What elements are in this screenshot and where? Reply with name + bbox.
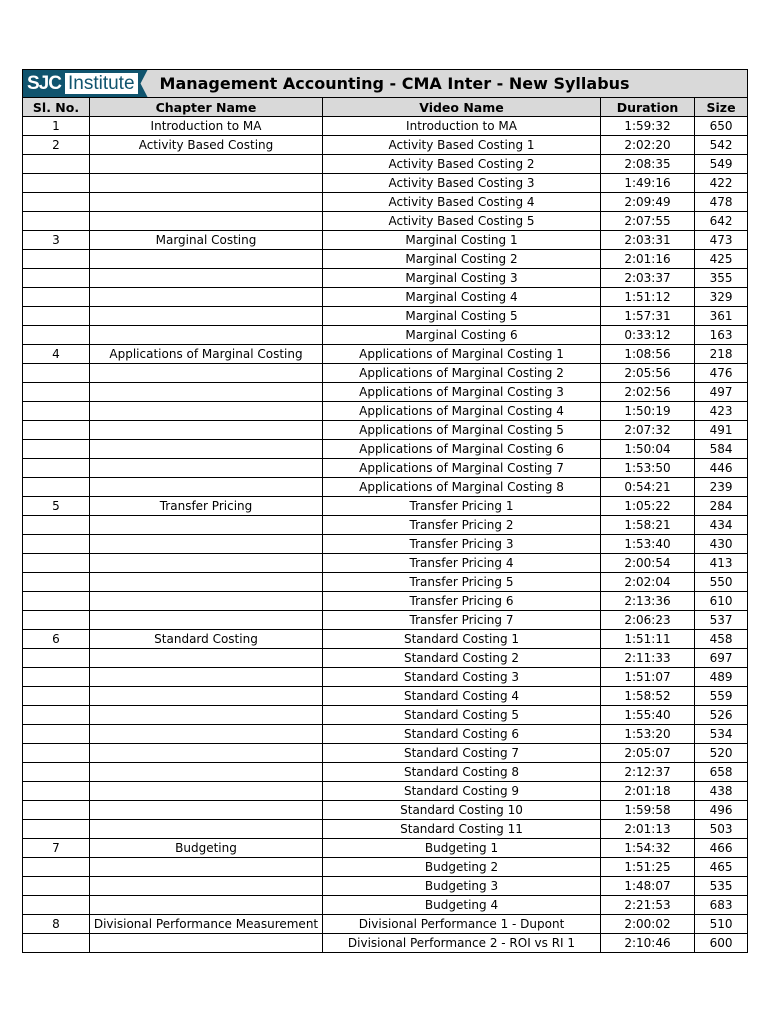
size-cell: 496: [695, 801, 748, 820]
chapter-name-cell: Transfer Pricing: [90, 497, 323, 516]
table-row: [23, 307, 748, 326]
sl-no-cell: [23, 668, 90, 687]
duration-cell: 2:07:32: [601, 421, 695, 440]
sl-no-cell: [23, 535, 90, 554]
sl-no-cell: [23, 516, 90, 535]
chapter-name-cell: [90, 554, 323, 573]
sjc-institute-logo: [23, 70, 148, 97]
sl-no-cell: 7: [23, 839, 90, 858]
column-header-size: Size: [695, 98, 748, 117]
duration-cell: 1:55:40: [601, 706, 695, 725]
video-name-cell: Marginal Costing 4: [323, 288, 601, 307]
table-row: [23, 687, 748, 706]
table-row: [23, 915, 748, 934]
chapter-name-cell: [90, 763, 323, 782]
duration-cell: 2:09:49: [601, 193, 695, 212]
sl-no-cell: 2: [23, 136, 90, 155]
size-cell: 600: [695, 934, 748, 953]
video-name-cell: Marginal Costing 6: [323, 326, 601, 345]
duration-cell: 1:54:32: [601, 839, 695, 858]
chapter-name-cell: [90, 706, 323, 725]
duration-cell: 2:10:46: [601, 934, 695, 953]
logo-sjc-text: SJC: [23, 70, 65, 97]
table-row: [23, 535, 748, 554]
sl-no-cell: [23, 440, 90, 459]
table-row: [23, 763, 748, 782]
duration-cell: 2:01:13: [601, 820, 695, 839]
duration-cell: 1:49:16: [601, 174, 695, 193]
chapter-name-cell: [90, 687, 323, 706]
duration-cell: 1:48:07: [601, 877, 695, 896]
duration-cell: 2:07:55: [601, 212, 695, 231]
table-row: [23, 478, 748, 497]
size-cell: 537: [695, 611, 748, 630]
chapter-name-cell: [90, 364, 323, 383]
duration-cell: 0:54:21: [601, 478, 695, 497]
sl-no-cell: [23, 611, 90, 630]
chapter-name-cell: [90, 269, 323, 288]
video-name-cell: Marginal Costing 5: [323, 307, 601, 326]
duration-cell: 2:03:31: [601, 231, 695, 250]
sl-no-cell: [23, 402, 90, 421]
size-cell: 361: [695, 307, 748, 326]
table-row: [23, 421, 748, 440]
duration-cell: 2:12:37: [601, 763, 695, 782]
table-row: [23, 877, 748, 896]
chapter-name-cell: Budgeting: [90, 839, 323, 858]
table-row: [23, 364, 748, 383]
video-name-cell: Standard Costing 11: [323, 820, 601, 839]
size-cell: 413: [695, 554, 748, 573]
size-cell: 355: [695, 269, 748, 288]
video-name-cell: Marginal Costing 3: [323, 269, 601, 288]
size-cell: 584: [695, 440, 748, 459]
chapter-name-cell: [90, 934, 323, 953]
duration-cell: 2:00:02: [601, 915, 695, 934]
sl-no-cell: 4: [23, 345, 90, 364]
table-row: [23, 782, 748, 801]
duration-cell: 1:53:20: [601, 725, 695, 744]
duration-cell: 1:59:32: [601, 117, 695, 136]
video-name-cell: Standard Costing 3: [323, 668, 601, 687]
chapter-name-cell: [90, 326, 323, 345]
size-cell: 642: [695, 212, 748, 231]
video-name-cell: Standard Costing 9: [323, 782, 601, 801]
video-name-cell: Transfer Pricing 3: [323, 535, 601, 554]
video-name-cell: Activity Based Costing 1: [323, 136, 601, 155]
chapter-name-cell: Activity Based Costing: [90, 136, 323, 155]
chapter-name-cell: [90, 725, 323, 744]
size-cell: 465: [695, 858, 748, 877]
sl-no-cell: 6: [23, 630, 90, 649]
size-cell: 610: [695, 592, 748, 611]
table-row: [23, 345, 748, 364]
table-row: [23, 592, 748, 611]
size-cell: 559: [695, 687, 748, 706]
size-cell: 550: [695, 573, 748, 592]
duration-cell: 2:05:07: [601, 744, 695, 763]
sl-no-cell: [23, 307, 90, 326]
chapter-name-cell: [90, 877, 323, 896]
duration-cell: 0:33:12: [601, 326, 695, 345]
duration-cell: 2:03:37: [601, 269, 695, 288]
duration-cell: 2:05:56: [601, 364, 695, 383]
sl-no-cell: 8: [23, 915, 90, 934]
video-name-cell: Activity Based Costing 2: [323, 155, 601, 174]
chapter-name-cell: [90, 193, 323, 212]
table-row: [23, 801, 748, 820]
sl-no-cell: [23, 934, 90, 953]
sl-no-cell: 5: [23, 497, 90, 516]
sl-no-cell: [23, 459, 90, 478]
video-name-cell: Standard Costing 10: [323, 801, 601, 820]
logo-swoosh-icon: [138, 70, 148, 97]
chapter-name-cell: [90, 820, 323, 839]
video-name-cell: Standard Costing 6: [323, 725, 601, 744]
sl-no-cell: [23, 193, 90, 212]
size-cell: 535: [695, 877, 748, 896]
sl-no-cell: [23, 782, 90, 801]
chapter-name-cell: [90, 174, 323, 193]
duration-cell: 1:59:58: [601, 801, 695, 820]
size-cell: 478: [695, 193, 748, 212]
video-list-table: [22, 69, 748, 953]
size-cell: 476: [695, 364, 748, 383]
sl-no-cell: [23, 820, 90, 839]
chapter-name-cell: Marginal Costing: [90, 231, 323, 250]
sl-no-cell: [23, 288, 90, 307]
video-name-cell: Standard Costing 2: [323, 649, 601, 668]
size-cell: 526: [695, 706, 748, 725]
size-cell: 434: [695, 516, 748, 535]
sl-no-cell: [23, 573, 90, 592]
table-row: [23, 174, 748, 193]
chapter-name-cell: [90, 573, 323, 592]
sl-no-cell: [23, 174, 90, 193]
chapter-name-cell: [90, 535, 323, 554]
size-cell: 683: [695, 896, 748, 915]
duration-cell: 1:51:07: [601, 668, 695, 687]
table-row: [23, 573, 748, 592]
video-name-cell: Introduction to MA: [323, 117, 601, 136]
size-cell: 497: [695, 383, 748, 402]
video-name-cell: Transfer Pricing 6: [323, 592, 601, 611]
table-row: [23, 459, 748, 478]
table-row: [23, 326, 748, 345]
table-row: [23, 212, 748, 231]
video-name-cell: Standard Costing 7: [323, 744, 601, 763]
chapter-name-cell: [90, 421, 323, 440]
sl-no-cell: [23, 858, 90, 877]
duration-cell: 1:50:04: [601, 440, 695, 459]
duration-cell: 2:02:20: [601, 136, 695, 155]
duration-cell: 2:00:54: [601, 554, 695, 573]
table-row: [23, 269, 748, 288]
sl-no-cell: [23, 687, 90, 706]
table-row: [23, 839, 748, 858]
duration-cell: 1:53:50: [601, 459, 695, 478]
video-name-cell: Transfer Pricing 2: [323, 516, 601, 535]
chapter-name-cell: [90, 516, 323, 535]
size-cell: 534: [695, 725, 748, 744]
sl-no-cell: [23, 801, 90, 820]
duration-cell: 2:08:35: [601, 155, 695, 174]
sl-no-cell: [23, 212, 90, 231]
table-row: [23, 136, 748, 155]
chapter-name-cell: [90, 288, 323, 307]
sl-no-cell: [23, 326, 90, 345]
duration-cell: 2:11:33: [601, 649, 695, 668]
video-name-cell: Standard Costing 4: [323, 687, 601, 706]
sl-no-cell: 1: [23, 117, 90, 136]
chapter-name-cell: [90, 212, 323, 231]
duration-cell: 1:08:56: [601, 345, 695, 364]
size-cell: 658: [695, 763, 748, 782]
table-row: [23, 383, 748, 402]
size-cell: 446: [695, 459, 748, 478]
size-cell: 466: [695, 839, 748, 858]
sl-no-cell: [23, 896, 90, 915]
chapter-name-cell: Standard Costing: [90, 630, 323, 649]
table-row: [23, 288, 748, 307]
sl-no-cell: [23, 744, 90, 763]
table-row: [23, 744, 748, 763]
video-name-cell: Applications of Marginal Costing 1: [323, 345, 601, 364]
size-cell: 329: [695, 288, 748, 307]
chapter-name-cell: [90, 383, 323, 402]
video-name-cell: Standard Costing 8: [323, 763, 601, 782]
table-row: [23, 611, 748, 630]
duration-cell: 1:50:19: [601, 402, 695, 421]
table-row: [23, 231, 748, 250]
table-row: [23, 706, 748, 725]
duration-cell: 1:57:31: [601, 307, 695, 326]
size-cell: 425: [695, 250, 748, 269]
size-cell: 430: [695, 535, 748, 554]
table-row: [23, 725, 748, 744]
sl-no-cell: [23, 763, 90, 782]
video-name-cell: Applications of Marginal Costing 4: [323, 402, 601, 421]
title-row: [23, 70, 748, 98]
duration-cell: 2:02:56: [601, 383, 695, 402]
table-row: [23, 497, 748, 516]
video-name-cell: Applications of Marginal Costing 5: [323, 421, 601, 440]
video-name-cell: Activity Based Costing 5: [323, 212, 601, 231]
duration-cell: 1:58:52: [601, 687, 695, 706]
duration-cell: 2:06:23: [601, 611, 695, 630]
video-name-cell: Divisional Performance 2 - ROI vs RI 1: [323, 934, 601, 953]
size-cell: 163: [695, 326, 748, 345]
title-cell: [23, 70, 748, 98]
video-name-cell: Transfer Pricing 7: [323, 611, 601, 630]
video-name-cell: Marginal Costing 2: [323, 250, 601, 269]
video-name-cell: Budgeting 3: [323, 877, 601, 896]
table-row: [23, 858, 748, 877]
chapter-name-cell: [90, 459, 323, 478]
sl-no-cell: [23, 725, 90, 744]
header-row: [23, 98, 748, 117]
duration-cell: 2:01:16: [601, 250, 695, 269]
table-row: [23, 402, 748, 421]
chapter-name-cell: [90, 402, 323, 421]
video-name-cell: Divisional Performance 1 - Dupont: [323, 915, 601, 934]
chapter-name-cell: [90, 649, 323, 668]
chapter-name-cell: [90, 858, 323, 877]
size-cell: 423: [695, 402, 748, 421]
size-cell: 520: [695, 744, 748, 763]
table-row: [23, 516, 748, 535]
duration-cell: 2:01:18: [601, 782, 695, 801]
column-header-duration: Duration: [601, 98, 695, 117]
chapter-name-cell: [90, 782, 323, 801]
sl-no-cell: [23, 877, 90, 896]
sl-no-cell: [23, 706, 90, 725]
duration-cell: 1:51:25: [601, 858, 695, 877]
sl-no-cell: [23, 269, 90, 288]
sl-no-cell: [23, 383, 90, 402]
size-cell: 491: [695, 421, 748, 440]
sl-no-cell: 3: [23, 231, 90, 250]
size-cell: 218: [695, 345, 748, 364]
chapter-name-cell: [90, 478, 323, 497]
size-cell: 422: [695, 174, 748, 193]
chapter-name-cell: [90, 611, 323, 630]
column-header-chapter-name: Chapter Name: [90, 98, 323, 117]
size-cell: 503: [695, 820, 748, 839]
sl-no-cell: [23, 478, 90, 497]
size-cell: 542: [695, 136, 748, 155]
size-cell: 438: [695, 782, 748, 801]
video-name-cell: Transfer Pricing 1: [323, 497, 601, 516]
table-row: [23, 668, 748, 687]
size-cell: 284: [695, 497, 748, 516]
sl-no-cell: [23, 592, 90, 611]
duration-cell: 1:05:22: [601, 497, 695, 516]
size-cell: 549: [695, 155, 748, 174]
table-row: [23, 193, 748, 212]
chapter-name-cell: [90, 250, 323, 269]
table-row: [23, 649, 748, 668]
size-cell: 510: [695, 915, 748, 934]
chapter-name-cell: [90, 896, 323, 915]
table-body: [23, 117, 748, 953]
table-row: [23, 896, 748, 915]
video-name-cell: Activity Based Costing 4: [323, 193, 601, 212]
size-cell: 473: [695, 231, 748, 250]
chapter-name-cell: Applications of Marginal Costing: [90, 345, 323, 364]
chapter-name-cell: [90, 440, 323, 459]
table-row: [23, 630, 748, 649]
logo-institute-text: Institute: [65, 70, 138, 97]
chapter-name-cell: [90, 744, 323, 763]
sl-no-cell: [23, 421, 90, 440]
video-name-cell: Transfer Pricing 5: [323, 573, 601, 592]
video-name-cell: Budgeting 2: [323, 858, 601, 877]
sl-no-cell: [23, 554, 90, 573]
table-row: [23, 250, 748, 269]
page-title: Management Accounting - CMA Inter - New Syllabus: [159, 74, 630, 93]
table-row: [23, 155, 748, 174]
column-header-video-name: Video Name: [323, 98, 601, 117]
table-row: [23, 117, 748, 136]
video-name-cell: Applications of Marginal Costing 3: [323, 383, 601, 402]
duration-cell: 1:51:12: [601, 288, 695, 307]
duration-cell: 1:53:40: [601, 535, 695, 554]
video-name-cell: Transfer Pricing 4: [323, 554, 601, 573]
table-row: [23, 554, 748, 573]
duration-cell: 2:13:36: [601, 592, 695, 611]
sl-no-cell: [23, 649, 90, 668]
chapter-name-cell: [90, 801, 323, 820]
size-cell: 650: [695, 117, 748, 136]
video-name-cell: Applications of Marginal Costing 6: [323, 440, 601, 459]
chapter-name-cell: [90, 592, 323, 611]
sl-no-cell: [23, 250, 90, 269]
column-header-sl-no: Sl. No.: [23, 98, 90, 117]
chapter-name-cell: [90, 307, 323, 326]
video-name-cell: Standard Costing 1: [323, 630, 601, 649]
video-name-cell: Standard Costing 5: [323, 706, 601, 725]
size-cell: 489: [695, 668, 748, 687]
size-cell: 697: [695, 649, 748, 668]
sl-no-cell: [23, 155, 90, 174]
duration-cell: 2:02:04: [601, 573, 695, 592]
duration-cell: 2:21:53: [601, 896, 695, 915]
duration-cell: 1:58:21: [601, 516, 695, 535]
duration-cell: 1:51:11: [601, 630, 695, 649]
table-row: [23, 440, 748, 459]
video-name-cell: Activity Based Costing 3: [323, 174, 601, 193]
video-name-cell: Applications of Marginal Costing 7: [323, 459, 601, 478]
chapter-name-cell: [90, 668, 323, 687]
table-row: [23, 934, 748, 953]
size-cell: 458: [695, 630, 748, 649]
table-row: [23, 820, 748, 839]
chapter-name-cell: Divisional Performance Measurement: [90, 915, 323, 934]
video-name-cell: Marginal Costing 1: [323, 231, 601, 250]
sl-no-cell: [23, 364, 90, 383]
chapter-name-cell: [90, 155, 323, 174]
video-name-cell: Applications of Marginal Costing 2: [323, 364, 601, 383]
chapter-name-cell: Introduction to MA: [90, 117, 323, 136]
video-name-cell: Budgeting 1: [323, 839, 601, 858]
video-name-cell: Budgeting 4: [323, 896, 601, 915]
video-name-cell: Applications of Marginal Costing 8: [323, 478, 601, 497]
size-cell: 239: [695, 478, 748, 497]
